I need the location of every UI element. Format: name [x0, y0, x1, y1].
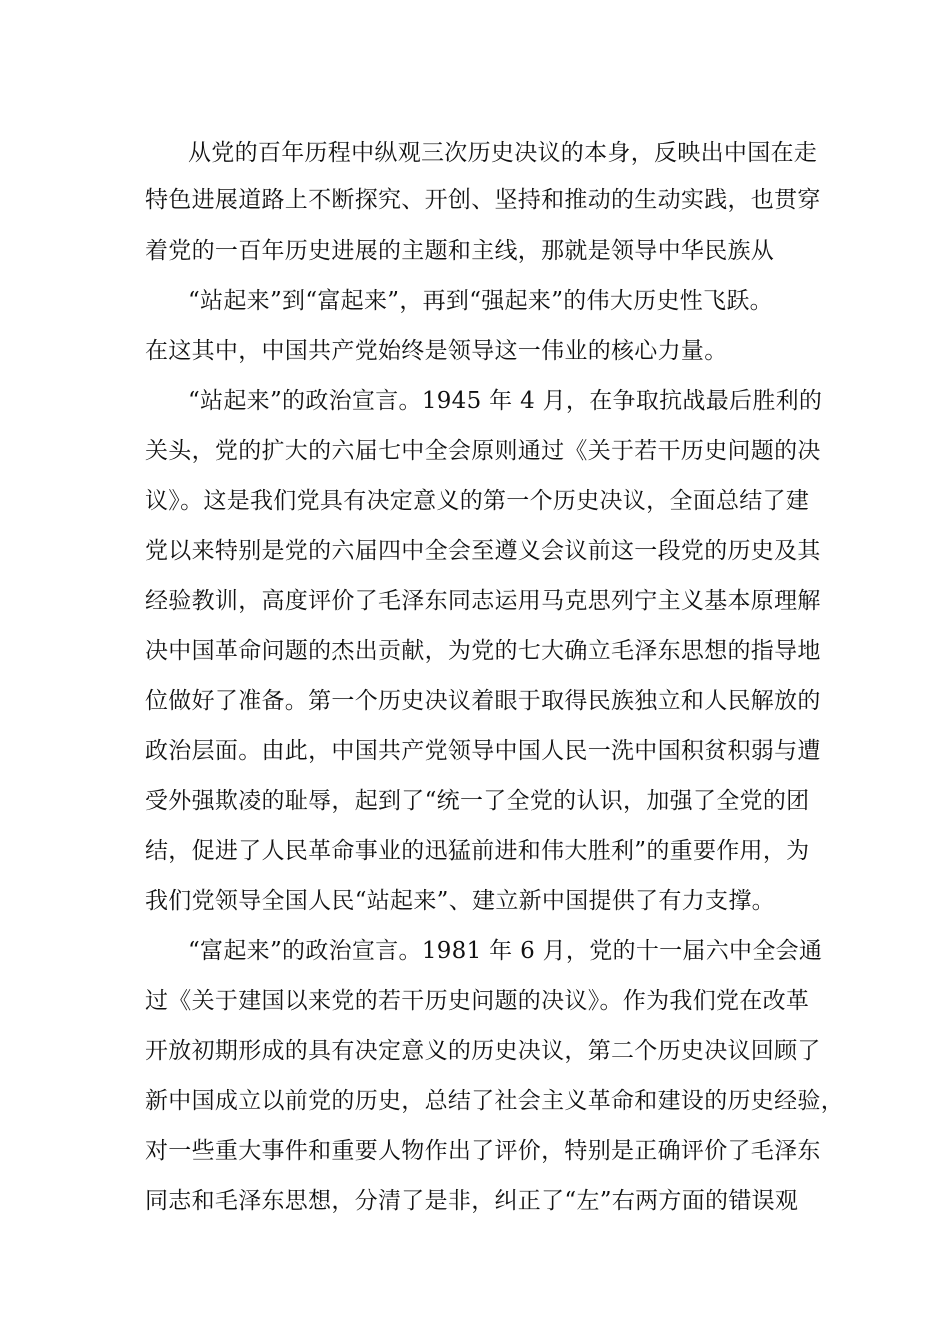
- paragraph-line: 经验教训，高度评价了毛泽东同志运用马克思列宁主义基本原理解: [145, 588, 821, 614]
- paragraph-line: 在这其中，中国共产党始终是领导这一伟业的核心力量。: [145, 338, 728, 364]
- paragraph-line: 议》。这是我们党具有决定意义的第一个历史决议，全面总结了建: [145, 488, 810, 514]
- paragraph-line: 同志和毛泽东思想，分清了是非，纠正了“左”右两方面的错误观: [145, 1188, 799, 1214]
- paragraph-line: 过《关于建国以来党的若干历史问题的决议》。作为我们党在改革: [145, 988, 810, 1014]
- paragraph-line: 政治层面。由此，中国共产党领导中国人民一洗中国积贫积弱与遭: [145, 738, 821, 764]
- paragraph-line: 开放初期形成的具有决定意义的历史决议，第二个历史决议回顾了: [145, 1038, 821, 1064]
- paragraph-line: 特色进展道路上不断探究、开创、坚持和推动的生动实践，也贯穿: [145, 187, 821, 213]
- paragraph-line: “富起来”的政治宣言。1981 年 6 月，党的十一届六中全会通: [188, 938, 823, 964]
- paragraph-line: “站起来”到“富起来”，再到“强起来”的伟大历史性飞跃。: [188, 288, 773, 314]
- paragraph-line: 对一些重大事件和重要人物作出了评价，特别是正确评价了毛泽东: [145, 1138, 821, 1164]
- paragraph-line: “站起来”的政治宣言。1945 年 4 月，在争取抗战最后胜利的: [188, 388, 823, 414]
- paragraph-line: 位做好了准备。第一个历史决议着眼于取得民族独立和人民解放的: [145, 688, 821, 714]
- paragraph-line: 从党的百年历程中纵观三次历史决议的本身，反映出中国在走: [188, 140, 818, 166]
- paragraph-line: 决中国革命问题的杰出贡献，为党的七大确立毛泽东思想的指导地: [145, 638, 821, 664]
- paragraph-line: 我们党领导全国人民“站起来”、建立新中国提供了有力支撑。: [145, 888, 775, 914]
- paragraph-line: 结，促进了人民革命事业的迅猛前进和伟大胜利”的重要作用，为: [145, 838, 810, 864]
- paragraph-line: 着党的一百年历史进展的主题和主线，那就是领导中华民族从: [145, 238, 775, 264]
- paragraph-line: 党以来特别是党的六届四中全会至遵义会议前这一段党的历史及其: [145, 538, 821, 564]
- paragraph-line: 受外强欺凌的耻辱，起到了“统一了全党的认识，加强了全党的团: [145, 788, 810, 814]
- paragraph-line: 关头，党的扩大的六届七中全会原则通过《关于若干历史问题的决: [145, 438, 821, 464]
- paragraph-line: 新中国成立以前党的历史，总结了社会主义革命和建设的历史经验，: [145, 1088, 844, 1114]
